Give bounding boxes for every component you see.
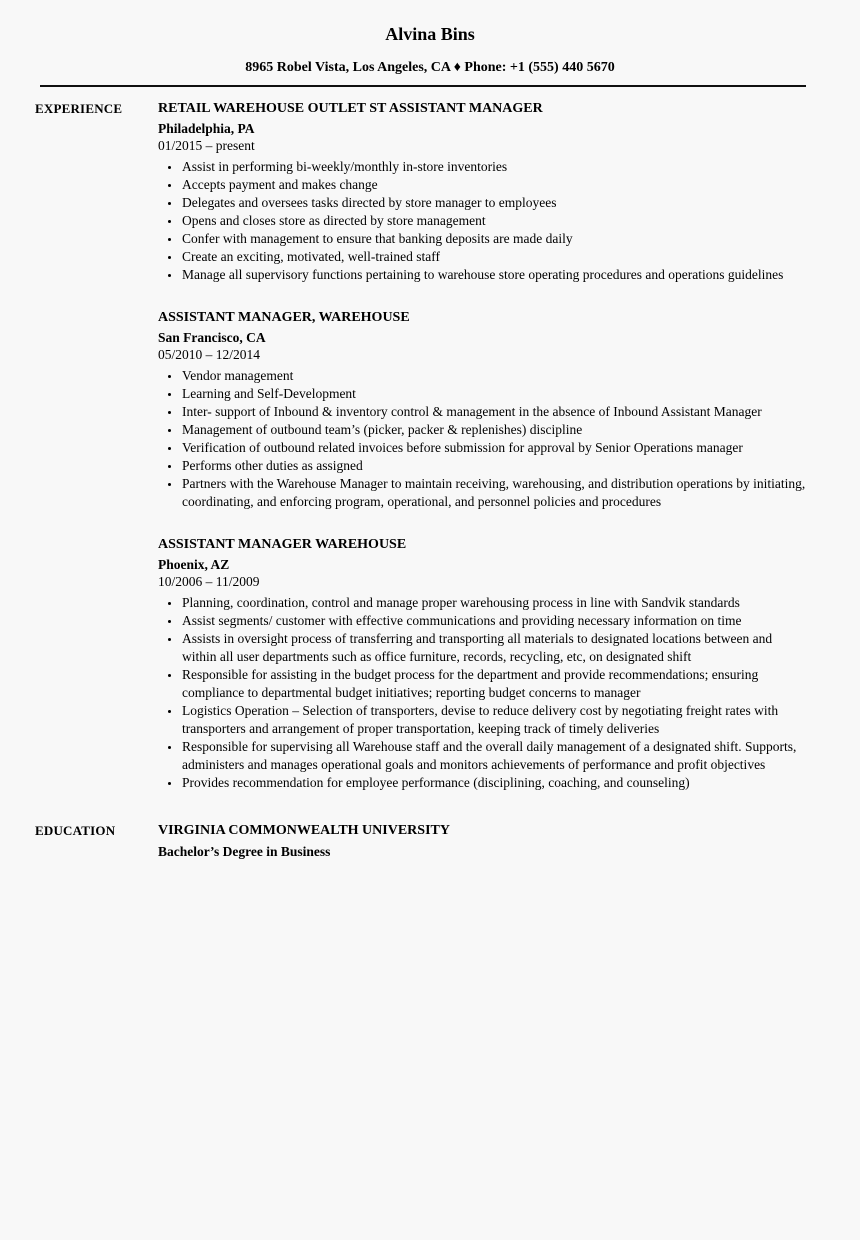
- section-label-experience: EXPERIENCE: [35, 101, 123, 117]
- job-entry-2: [158, 310, 806, 511]
- bullet-item: • Management of outbound team’s (picker, packer & replenishes) discipline: [181, 421, 806, 439]
- job-location: Philadelphia, PA: [158, 121, 255, 137]
- section-label-education: EDUCATION: [35, 822, 116, 838]
- job-dates: 01/2015 – present: [158, 138, 255, 154]
- job-location: San Francisco, CA: [158, 330, 266, 346]
- resume-header: [0, 0, 860, 75]
- bullet-item: • Performs other duties as assigned: [181, 457, 806, 475]
- bullet-item: • Assist in performing bi-weekly/monthly in-store inventories: [181, 158, 806, 176]
- bullet-item: • Responsible for assisting in the budget process for the department and provide recommendations; ensuring compliance to departmental budget initiatives; reporting budget concerns to manager: [181, 666, 806, 702]
- bullet-item: • Create an exciting, motivated, well-trained staff: [181, 248, 806, 266]
- bullet-item: • Planning, coordination, control and manage proper warehousing process in line with Sandvik standards: [181, 594, 806, 612]
- bullet-item: • Logistics Operation – Selection of transporters, devise to reduce delivery cost by negotiating freight rates with transporters and arrangement of proper transportation, keeping track of timely deliveries: [181, 702, 806, 738]
- bullet-item: • Vendor management: [181, 367, 806, 385]
- bullet-item: • Accepts payment and makes change: [181, 176, 806, 194]
- bullet-item: • Opens and closes store as directed by store management: [181, 212, 806, 230]
- school-name: VIRGINIA COMMONWEALTH UNIVERSITY: [158, 822, 450, 838]
- job-bullets: [158, 158, 806, 284]
- job-location: Phoenix, AZ: [158, 556, 230, 572]
- bullet-item: • Confer with management to ensure that banking deposits are made daily: [181, 230, 806, 248]
- bullet-item: • Verification of outbound related invoices before submission for approval by Senior Operations manager: [181, 439, 806, 457]
- education-content: [158, 823, 806, 860]
- job-dates: 05/2010 – 12/2014: [158, 346, 261, 362]
- bullet-item: • Learning and Self-Development: [181, 385, 806, 403]
- job-title: ASSISTANT MANAGER WAREHOUSE: [158, 536, 407, 552]
- header-divider: [40, 85, 806, 87]
- bullet-item: • Provides recommendation for employee performance (disciplining, coaching, and counseling): [181, 774, 806, 792]
- experience-section: [0, 101, 860, 791]
- job-entry-1: [158, 101, 806, 284]
- job-title: ASSISTANT MANAGER, WAREHOUSE: [158, 309, 410, 325]
- job-bullets: [158, 367, 806, 511]
- job-bullets: [158, 594, 806, 792]
- bullet-item: • Assist segments/ customer with effective communications and providing necessary information on time: [181, 612, 806, 630]
- bullet-item: • Inter- support of Inbound & inventory control & management in the absence of Inbound Assistant Manager: [181, 403, 806, 421]
- bullet-item: • Responsible for supervising all Warehouse staff and the overall daily management of a designated shift. Supports, administers and manages operational goals and monitors achievements of performance and profit objectives: [181, 738, 806, 774]
- job-dates: 10/2006 – 11/2009: [158, 573, 260, 589]
- job-entry-3: [158, 537, 806, 792]
- job-title: RETAIL WAREHOUSE OUTLET ST ASSISTANT MANAGER: [158, 101, 543, 117]
- education-section: [0, 823, 860, 860]
- experience-content: [158, 101, 806, 791]
- contact-line: 8965 Robel Vista, Los Angeles, CA ♦ Phone: +1 (555) 440 5670: [245, 59, 615, 75]
- bullet-item: • Assists in oversight process of transferring and transporting all materials to designated locations between and within all user departments such as office furniture, records, recycling, etc, on designated shift: [181, 630, 806, 666]
- bullet-item: • Delegates and oversees tasks directed by store manager to employees: [181, 194, 806, 212]
- candidate-name: Alvina Bins: [385, 24, 475, 44]
- bullet-item: • Manage all supervisory functions pertaining to warehouse store operating procedures and operations guidelines: [181, 266, 806, 284]
- bullet-item: • Partners with the Warehouse Manager to maintain receiving, warehousing, and distribution operations by initiating, coordinating, and enforcing program, operational, and personnel policies and procedures: [181, 475, 806, 511]
- degree: Bachelor’s Degree in Business: [158, 843, 331, 859]
